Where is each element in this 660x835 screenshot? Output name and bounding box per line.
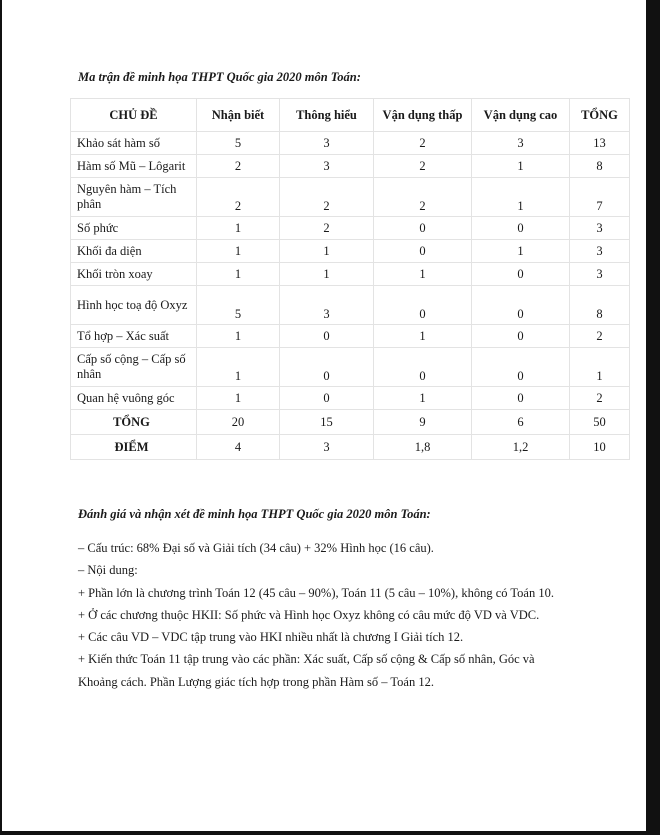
page-border-bottom xyxy=(0,831,660,835)
value-cell: 3 xyxy=(280,435,374,460)
score-row-label: ĐIỂM xyxy=(71,435,197,460)
value-cell: 0 xyxy=(472,263,570,286)
value-cell: 1 xyxy=(197,348,280,387)
table-row xyxy=(71,240,630,263)
total-cell: 8 xyxy=(570,155,630,178)
total-cell: 13 xyxy=(570,132,630,155)
value-cell: 15 xyxy=(280,410,374,435)
value-cell: 0 xyxy=(472,286,570,325)
total-cell: 2 xyxy=(570,325,630,348)
value-cell: 0 xyxy=(280,348,374,387)
total-cell: 3 xyxy=(570,217,630,240)
value-cell: 1,2 xyxy=(472,435,570,460)
remark-line: + Kiến thức Toán 11 tập trung vào các phần: Xác suất, Cấp số cộng & Cấp số nhân, Góc và xyxy=(78,652,535,667)
total-cell: 3 xyxy=(570,263,630,286)
page-border-right xyxy=(646,0,660,835)
score-row xyxy=(71,435,630,460)
exam-matrix-table xyxy=(70,98,630,460)
value-cell: 1 xyxy=(197,263,280,286)
value-cell: 0 xyxy=(280,387,374,410)
page-border-left xyxy=(0,0,2,835)
value-cell: 0 xyxy=(472,387,570,410)
assessment-title: Đánh giá và nhận xét đề minh họa THPT Quốc gia 2020 môn Toán: xyxy=(78,507,431,521)
value-cell: 5 xyxy=(197,132,280,155)
topic-cell: Khối đa diện xyxy=(71,240,197,263)
value-cell: 2 xyxy=(374,178,472,217)
topic-cell: Khối tròn xoay xyxy=(71,263,197,286)
value-cell: 0 xyxy=(374,348,472,387)
value-cell: 1 xyxy=(197,387,280,410)
value-cell: 1 xyxy=(197,325,280,348)
header-high-application: Vận dụng cao xyxy=(472,99,570,132)
value-cell: 6 xyxy=(472,410,570,435)
total-row-label: TỔNG xyxy=(71,410,197,435)
value-cell: 3 xyxy=(280,155,374,178)
assessment-remarks xyxy=(78,537,618,693)
header-topic: CHỦ ĐỀ xyxy=(71,99,197,132)
value-cell: 9 xyxy=(374,410,472,435)
total-cell: 10 xyxy=(570,435,630,460)
value-cell: 1 xyxy=(374,325,472,348)
value-cell: 0 xyxy=(374,286,472,325)
topic-cell: Khảo sát hàm số xyxy=(71,132,197,155)
value-cell: 2 xyxy=(374,155,472,178)
remark-line: + Phần lớn là chương trình Toán 12 (45 câu – 90%), Toán 11 (5 câu – 10%), không có Toán 10. xyxy=(78,585,554,600)
value-cell: 0 xyxy=(374,240,472,263)
value-cell: 0 xyxy=(472,217,570,240)
remark-line: – Nội dung: xyxy=(78,563,138,578)
value-cell: 1 xyxy=(472,155,570,178)
document-title: Ma trận đề minh họa THPT Quốc gia 2020 môn Toán: xyxy=(78,70,361,84)
total-cell: 3 xyxy=(570,240,630,263)
topic-cell: Tổ hợp – Xác suất xyxy=(71,325,197,348)
value-cell: 1 xyxy=(374,263,472,286)
table-row xyxy=(71,217,630,240)
value-cell: 0 xyxy=(472,348,570,387)
value-cell: 20 xyxy=(197,410,280,435)
value-cell: 3 xyxy=(472,132,570,155)
value-cell: 5 xyxy=(197,286,280,325)
header-low-application: Vận dụng thấp xyxy=(374,99,472,132)
value-cell: 0 xyxy=(374,217,472,240)
total-cell: 50 xyxy=(570,410,630,435)
remark-line: + Ở các chương thuộc HKII: Số phức và Hình học Oxyz không có câu mức độ VD và VDC. xyxy=(78,607,540,622)
total-cell: 7 xyxy=(570,178,630,217)
table-header-row xyxy=(71,99,630,132)
total-cell: 8 xyxy=(570,286,630,325)
table-row xyxy=(71,178,630,217)
value-cell: 1 xyxy=(280,263,374,286)
value-cell: 3 xyxy=(280,286,374,325)
table-row xyxy=(71,132,630,155)
value-cell: 1 xyxy=(197,240,280,263)
value-cell: 2 xyxy=(280,217,374,240)
table-row xyxy=(71,387,630,410)
value-cell: 2 xyxy=(280,178,374,217)
total-row xyxy=(71,410,630,435)
value-cell: 1 xyxy=(197,217,280,240)
table-row xyxy=(71,325,630,348)
topic-cell: Cấp số cộng – Cấp số nhân xyxy=(71,348,197,387)
remark-line: + Các câu VD – VDC tập trung vào HKI nhiều nhất là chương I Giải tích 12. xyxy=(78,630,464,645)
value-cell: 1,8 xyxy=(374,435,472,460)
table-row xyxy=(71,263,630,286)
topic-cell: Hàm số Mũ – Lôgarit xyxy=(71,155,197,178)
value-cell: 0 xyxy=(472,325,570,348)
value-cell: 1 xyxy=(374,387,472,410)
total-cell: 1 xyxy=(570,348,630,387)
value-cell: 1 xyxy=(472,240,570,263)
header-comprehension: Thông hiểu xyxy=(280,99,374,132)
topic-cell: Quan hệ vuông góc xyxy=(71,387,197,410)
topic-cell: Số phức xyxy=(71,217,197,240)
remark-line: – Cấu trúc: 68% Đại số và Giải tích (34 câu) + 32% Hình học (16 câu). xyxy=(78,541,434,555)
topic-cell: Nguyên hàm – Tích phân xyxy=(71,178,197,217)
topic-cell: Hình học toạ độ Oxyz xyxy=(71,286,197,325)
value-cell: 0 xyxy=(280,325,374,348)
value-cell: 1 xyxy=(280,240,374,263)
table-row xyxy=(71,155,630,178)
value-cell: 2 xyxy=(197,155,280,178)
value-cell: 1 xyxy=(472,178,570,217)
value-cell: 3 xyxy=(280,132,374,155)
header-recognition: Nhận biết xyxy=(197,99,280,132)
table-row xyxy=(71,286,630,325)
table-row xyxy=(71,348,630,387)
total-cell: 2 xyxy=(570,387,630,410)
value-cell: 4 xyxy=(197,435,280,460)
remark-line: Khoảng cách. Phần Lượng giác tích hợp trong phần Hàm số – Toán 12. xyxy=(78,674,434,689)
value-cell: 2 xyxy=(197,178,280,217)
value-cell: 2 xyxy=(374,132,472,155)
header-total: TỔNG xyxy=(570,99,630,132)
